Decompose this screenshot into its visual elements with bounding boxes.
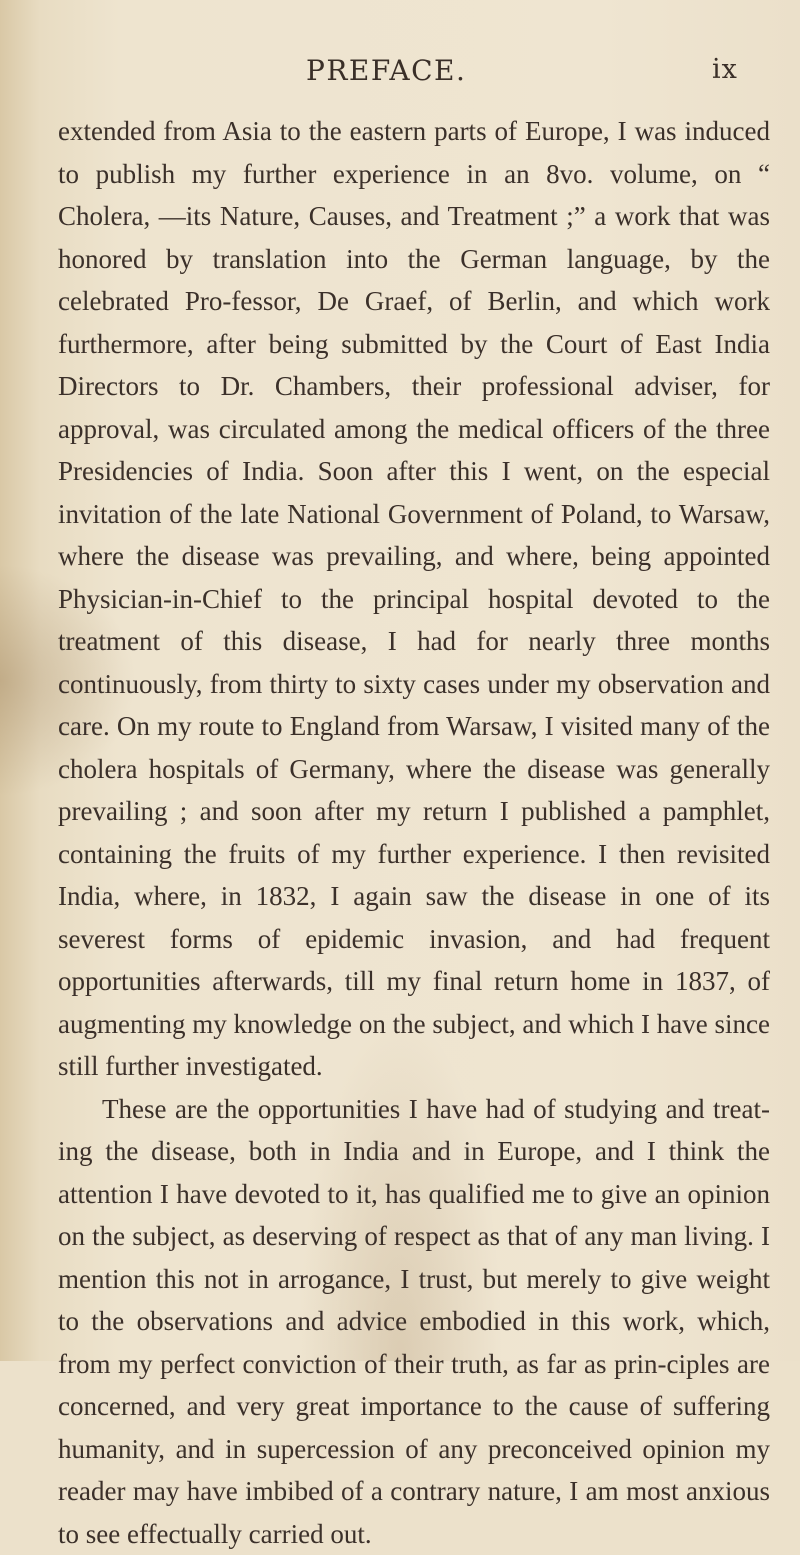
body-text bbox=[58, 110, 770, 1555]
page-number: ix bbox=[712, 54, 738, 85]
page-header bbox=[0, 54, 800, 94]
page-title: PREFACE. bbox=[306, 54, 466, 87]
paragraph-1: extended from Asia to the eastern parts of Europe, I was induced to publish my further experience in an 8vo. volume, on “ Cholera, —its Nature, Causes, and Treatment ;” a work that was honored by translation into the German language, by the celebrated Pro-fessor, De Graef, of Berlin, and which work furthermore, after being submitted by the Court of East India Directors to Dr. Chambers, their professional adviser, for approval, was circulated among the medical officers of the three Presidencies of India. Soon after this I went, on the especial invitation of the late National Government of Poland, to Warsaw, where the disease was prevailing, and where, being appointed Physician-in-Chief to the principal hospital devoted to the treatment of this disease, I had for nearly three months continuously, from thirty to sixty cases under my observation and care. On my route to England from Warsaw, I visited many of the cholera hospitals of Germany, where the disease was generally prevailing ; and soon after my return I published a pamphlet, containing the fruits of my further experience. I then revisited India, where, in 1832, I again saw the disease in one of its severest forms of epidemic invasion, and had frequent opportunities afterwards, till my final return home in 1837, of augmenting my knowledge on the subject, and which I have since still further investigated. bbox=[58, 110, 770, 1088]
paragraph-2: These are the opportunities I have had of studying and treat-ing the disease, both in India and in Europe, and I think the attention I have devoted to it, has qualified me to give an opinion on the subject, as deserving of respect as that of any man living. I mention this not in arrogance, I trust, but merely to give weight to the observations and advice embodied in this work, which, from my perfect conviction of their truth, as far as prin-ciples are concerned, and very great importance to the cause of suffering humanity, and in supercession of any preconceived opinion my reader may have imbibed of a contrary nature, I am most anxious to see effectually carried out. bbox=[58, 1088, 770, 1555]
